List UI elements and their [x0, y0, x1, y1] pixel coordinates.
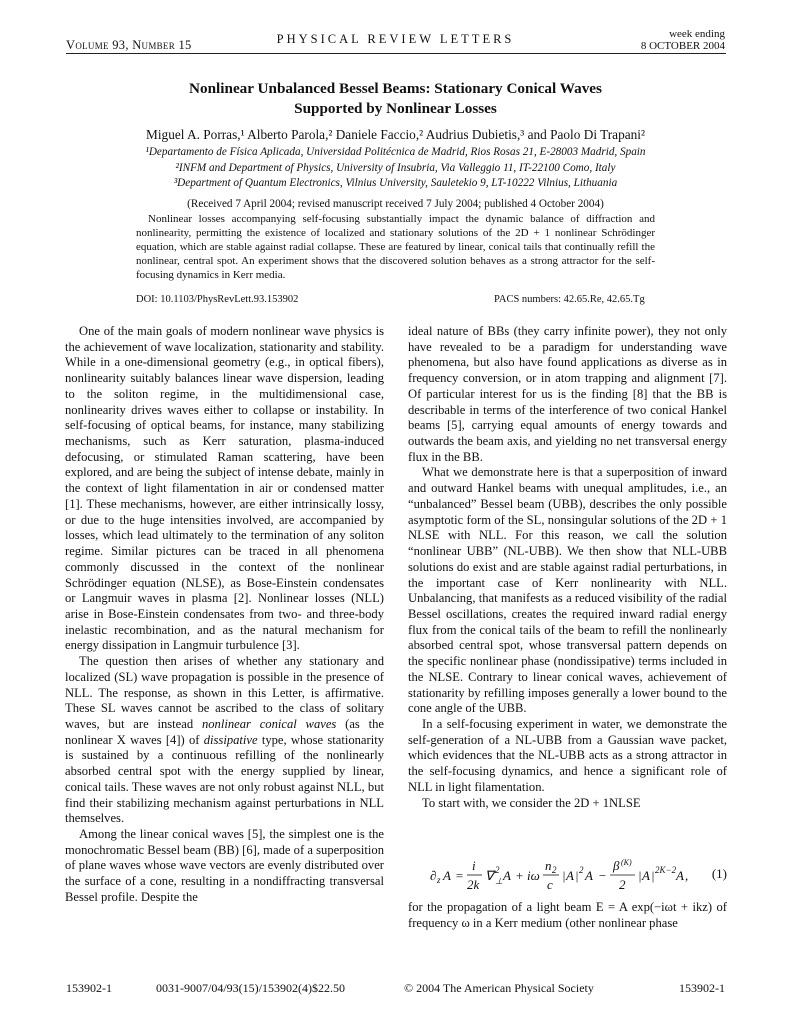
body-paragraph: In a self-focusing experiment in water, we demonstrate the self-generation of a NL-UBB from a Gaussian wave packet, which evidences that the NL-UBB acts as a strong attractor in the self-focusing dynamics, and hence a significant role of NLL in light filamentation.	[408, 716, 727, 794]
equation-1	[408, 858, 727, 894]
svg-text:A: A	[676, 868, 684, 883]
svg-text:A: A	[585, 868, 593, 883]
svg-text:c: c	[547, 877, 553, 892]
abstract: Nonlinear losses accompanying self-focusing substantially impact the dynamic balance of diffraction and nonlinearity, permitting the existence of localized and stationary solutions of the 2D + 1 nonlinear Schrödinger equation, which are stable against radial collapse. These are featured by linear, conical tails that continually refill the nonlinear, central spot. An experiment shows that the discovered solution behaves as a strong attractor for the self-focusing dynamics in Kerr media.	[136, 213, 655, 281]
svg-text:|: |	[638, 868, 642, 883]
svg-text:2: 2	[552, 865, 557, 875]
svg-text:∇: ∇	[485, 868, 494, 883]
equation-graphic	[408, 858, 727, 894]
text-run: (as the nonlinear X waves [4]) of	[65, 716, 384, 747]
svg-text:⊥: ⊥	[495, 876, 503, 886]
journal-name: PHYSICAL REVIEW LETTERS	[276, 32, 515, 46]
svg-text:∂: ∂	[430, 868, 437, 883]
svg-text:A: A	[566, 868, 574, 883]
svg-text:β: β	[613, 858, 620, 873]
week-ending	[641, 28, 725, 52]
svg-text:A: A	[642, 868, 650, 883]
svg-text:n: n	[545, 858, 552, 873]
pacs-numbers: PACS numbers: 42.65.Re, 42.65.Tg	[494, 294, 645, 305]
doi: DOI: 10.1103/PhysRevLett.93.153902	[136, 294, 299, 305]
svg-text:|: |	[562, 868, 566, 883]
svg-text:2: 2	[619, 877, 626, 892]
body-paragraph	[65, 654, 384, 827]
svg-text:+: +	[515, 868, 524, 883]
svg-text:A: A	[443, 868, 451, 883]
equation-number: (1)	[711, 866, 727, 881]
footer-issn: 0031-9007/04/93(15)/153902(4)$22.50	[156, 981, 345, 995]
week-ending-label: week ending	[669, 28, 725, 40]
emphasis: dissipative	[203, 732, 258, 747]
footer-page-left: 153902-1	[66, 981, 112, 995]
svg-text:=: =	[455, 868, 464, 883]
title-line-1: Nonlinear Unbalanced Bessel Beams: Stationary Conical Waves	[189, 80, 602, 97]
paper-title	[60, 79, 731, 119]
svg-text:2: 2	[495, 865, 500, 875]
body-paragraph: One of the main goals of modern nonlinear wave physics is the achievement of wave localization, stationarity and stability. While in a one-dimensional geometry (e.g., in optical fibers), nonlinearity suitably balances linear wave dispersion, leading to the soliton regime, in the multidimensional case, nonlinearity drives waves either to collapse or instability. In self-focusing of optical beams, for instance, many stabilizing mechanisms, such as Kerr saturation, plasma-induced defocusing, or stimulated Raman scattering, have been explored, and are being the subject of intense debate, mainly in the context of light filamentation in air or condensed matter [1]. These mechanisms, however, are either intrinsically lossy, or due to the huge intensities involved, are accompanied by losses, which lead ultimately to the termination of any soliton regime. Similar pictures can be traced in all phenomena commonly discussed in the context of the nonlinear Schrödinger equation (NLSE), as Bose-Einstein condensates or Langmuir waves in plasma [2]. Nonlinear losses (NLL) arise in Bose-Einstein condensates from two- and three-body inelastic recombination, and as the natural mechanism for energy dissipation in Langmuir turbulence [3].	[65, 324, 384, 653]
emphasis: nonlinear conical waves	[201, 716, 337, 731]
svg-text:|: |	[575, 868, 579, 883]
body-paragraph: ideal nature of BBs (they carry infinite power), they not only have revealed to be a paradigm for understanding wave phenomena, but also have found applications as diverse as in frequency conversion, or in atom trapping and alignment [7]. Of particular interest for us is the finding [8] that the BB is describable in terms of the interference of two conical Hankel beams [5], carrying equal amounts of energy towards and outwards the beam axis, and yielding no net transversal energy flux in the BB.	[408, 324, 727, 464]
body-paragraph: for the propagation of a light beam E = A exp(−iωt + ikz) of frequency ω in a Kerr medium (other nonlinear phase	[408, 900, 727, 930]
svg-text:(K): (K)	[621, 858, 632, 867]
right-column-continued	[408, 900, 727, 931]
svg-text:iω: iω	[527, 868, 540, 883]
svg-text:z: z	[437, 875, 441, 885]
body-paragraph: To start with, we consider the 2D + 1NLSE	[422, 795, 641, 810]
svg-text:2: 2	[579, 865, 584, 875]
left-column	[65, 324, 384, 906]
affiliation-2: ²INFM and Department of Physics, University of Insubria, Via Valleggio 11, IT-22100 Como, Italy	[175, 162, 616, 174]
svg-text:2k: 2k	[467, 877, 480, 892]
header-rule	[66, 53, 726, 54]
affiliation-3: ³Department of Quantum Electronics, Vilnius University, Sauletekio 9, LT-10222 Vilnius, Lithuania	[173, 177, 618, 189]
body-paragraph: What we demonstrate here is that a superposition of inward and outward Hankel beams with unequal amplitudes, i.e., an “unbalanced” Bessel beam (UBB), describes the only possible asymptotic form of the SL, nonsingular solutions of the 2D + 1 NLSE with NLL. For this reason, we call the solution “nonlinear UBB” (NL-UBB). We then show that NLL-UBB solutions do exist and are stable against radial perturbations, in the important case of Kerr nonlinearity with NLL. Unbalancing, that manifests as a reduced visibility of the radial Bessel oscillations, creates the required inward radial energy flux from the conical tails of the beam to refill the nonlinearly absorbed central spot, whose transversal pattern depends on the specific nonlinear phase (nondissipative) terms included in the NLSE. Contrary to linear conical waves, achievement of stationarity by refilling imposes generally a lower bound to the cone angle of the UBB.	[408, 465, 727, 716]
received-dates: (Received 7 April 2004; revised manuscript received 7 July 2004; published 4 October 2004)	[187, 198, 604, 210]
svg-text:i: i	[472, 858, 476, 873]
volume-number: Volume 93, Number 15	[66, 38, 192, 52]
text-run: The question then arises of whether any stationary and localized (SL) wave propagation is possible in the presence of NLL. The response, as shown in this Letter, is affirmative. These SL waves cannot be ascribed to the class of solitary waves, but are instead	[65, 654, 384, 731]
svg-text:,: ,	[685, 868, 689, 883]
body-paragraph: Among the linear conical waves [5], the simplest one is the monochromatic Bessel beam (BB) [6], made of a superposition of plane waves whose wave vectors are evenly distributed over the surface of a cone, resulting in a nondiffracting transversal Bessel profile. Despite the	[65, 827, 384, 904]
title-line-2: Supported by Nonlinear Losses	[294, 100, 497, 117]
svg-text:|: |	[651, 868, 655, 883]
svg-text:2K−2: 2K−2	[655, 865, 677, 875]
author-list: Miguel A. Porras,¹ Alberto Parola,² Daniele Faccio,² Audrius Dubietis,³ and Paolo Di Trapani²	[146, 127, 645, 142]
footer-copyright: © 2004 The American Physical Society	[404, 981, 594, 995]
footer-page-right: 153902-1	[679, 981, 725, 995]
text-run: type, whose stationarity is sustained by a continuous refilling of the nonlinearly absorbed central spot with the energy supplied by linear, conical tails. These waves are not only robust against NLL, but find their stabilizing mechanism against perturbations in NLL themselves.	[65, 732, 384, 826]
svg-text:A: A	[503, 868, 511, 883]
issue-date: 8 OCTOBER 2004	[640, 40, 725, 52]
affiliation-1: ¹Departamento de Física Aplicada, Universidad Politécnica de Madrid, Rios Rosas 21, E-28003 Madrid, Spain	[145, 146, 646, 158]
right-column	[408, 324, 727, 811]
svg-text:−: −	[598, 868, 607, 883]
